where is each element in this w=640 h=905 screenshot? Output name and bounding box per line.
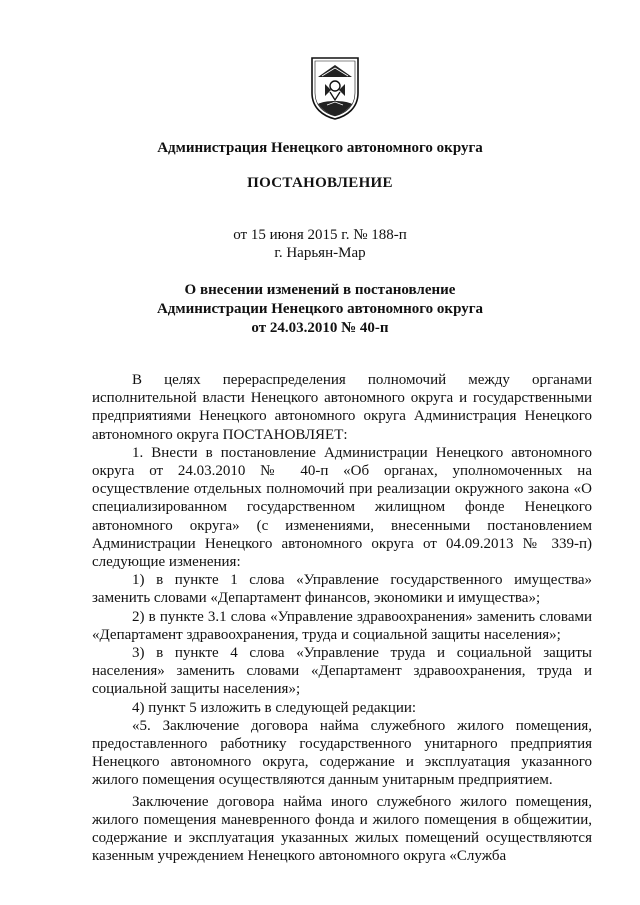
organization-name: Администрация Ненецкого автономного округа [157, 140, 483, 156]
paragraph-subitem-1: 1) в пункте 1 слова «Управление государственного имущества» заменить словами «Департамент финансов, экономики и имущества»; [92, 572, 592, 607]
paragraph-item-1: 1. Внести в постановление Администрации Ненецкого автономного округа от 24.03.2010 № 40-п «Об органах, уполномоченных на осуществление отдельных полномочий при реализации окружного закона «О специализированном государственном жилищном фонде Ненецкого автономного округа» (с изменениями, внесенными постановлением Администрации Ненецкого автономного округа от 04.09.2013 № 339-п) следующие изменения: [92, 444, 592, 571]
paragraph-quoted-item-5: «5. Заключение договора найма служебного жилого помещения, предоставленного работнику государственного унитарного предприятия Ненецкого автономного округа, содержание и эксплуатация указанного жилого помещения осуществляются данным унитарным предприятием. [92, 717, 592, 789]
paragraph-continuation: Заключение договора найма иного служебного жилого помещения, жилого помещения маневренного фонда и жилого помещения в общежитии, содержание и эксплуатация указанных жилых помещений осуществляются казенным учреждением Ненецкого автономного округа «Служба [92, 793, 592, 865]
title-line-2: Администрации Ненецкого автономного округа [156, 301, 484, 317]
document-type: ПОСТАНОВЛЕНИЕ [247, 175, 393, 191]
paragraph-subitem-2: 2) в пункте 3.1 слова «Управление здравоохранения» заменить словами «Департамент здравоохранения, труда и социальной защиты населения»; [92, 608, 592, 643]
document-title [0, 281, 640, 338]
title-line-1: О внесении изменений в постановление [184, 282, 456, 298]
coat-of-arms-emblem [309, 55, 361, 121]
paragraph-subitem-4: 4) пункт 5 изложить в следующей редакции: [132, 699, 417, 716]
document-date-number: от 15 июня 2015 г. № 188-п [233, 227, 407, 243]
paragraph-preamble: В целях перераспределения полномочий между органами исполнительной власти Ненецкого автономного округа и государственными предприятиями Ненецкого автономного округа Администрация Ненецкого автономного округа ПОСТАНОВЛЯЕТ: [92, 372, 592, 443]
document-place: г. Нарьян-Мар [274, 245, 366, 261]
paragraph-subitem-3: 3) в пункте 4 слова «Управление труда и социальной защиты населения» заменить словами «Департамент здравоохранения, труда и социальной защиты населения»; [92, 645, 592, 698]
document-body [92, 371, 592, 865]
title-line-3: от 24.03.2010 № 40-п [251, 320, 389, 336]
